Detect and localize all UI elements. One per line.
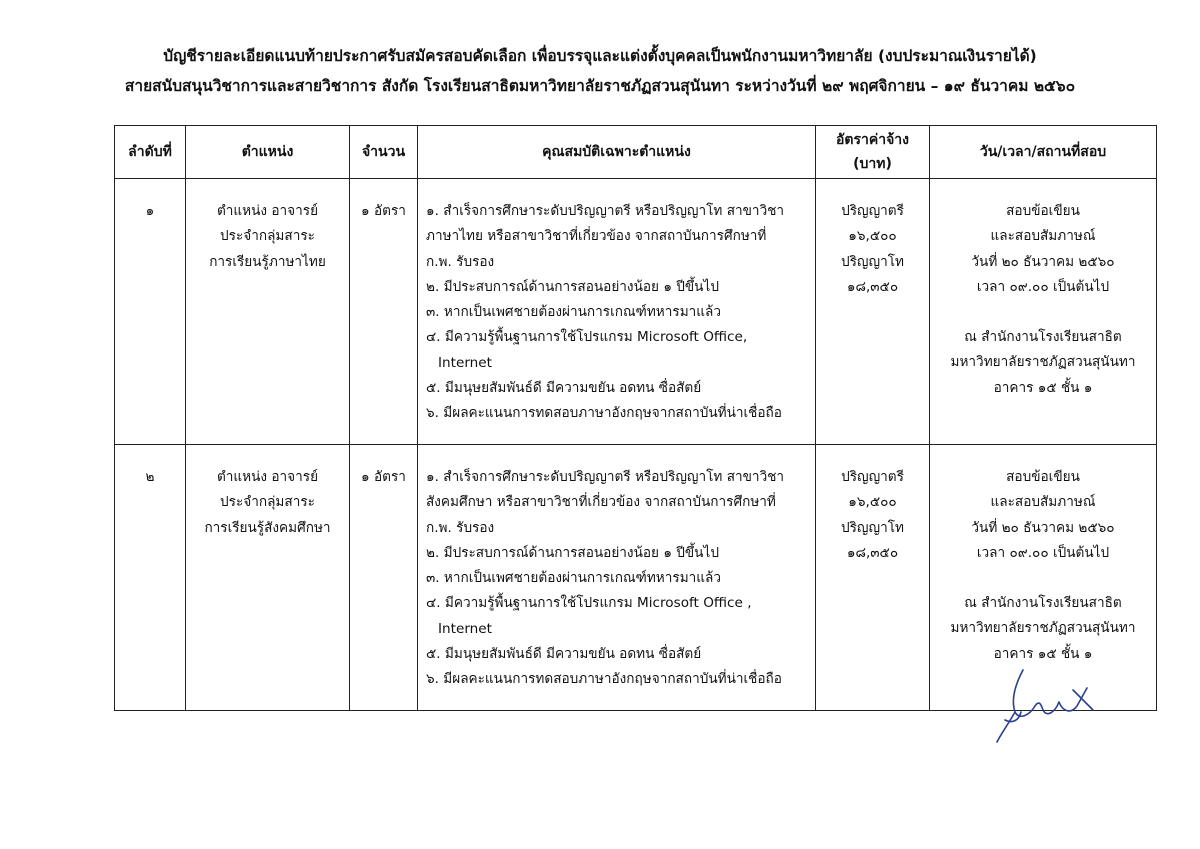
position-line: ตำแหน่ง อาจารย์: [216, 203, 319, 219]
qualification-line: สังคมศึกษา หรือสาขาวิชาที่เกี่ยวข้อง จากสถาบันการศึกษาที่: [426, 494, 776, 511]
wage-line: ๑๘,๓๕๐: [846, 278, 899, 295]
exam-spacer: [934, 300, 1152, 325]
qualification-line: ๒. มีประสบการณ์ด้านการสอนอย่างน้อย ๑ ปีขึ้นไป: [426, 544, 719, 561]
exam-line: อาคาร ๑๕ ชั้น ๑: [993, 379, 1093, 396]
wage-line: ๑๖,๕๐๐: [848, 228, 897, 245]
cell-count: ๑ อัตรา: [350, 445, 418, 711]
header-position: ตำแหน่ง: [186, 126, 350, 179]
qualification-line: ก.พ. รับรอง: [426, 519, 495, 536]
header-order: ลำดับที่: [115, 126, 186, 179]
exam-line: ณ สำนักงานโรงเรียนสาธิต: [964, 595, 1122, 612]
cell-position: [186, 179, 350, 445]
qualification-line: ๕. มีมนุษยสัมพันธ์ดี มีความขยัน อดทน ซื่อสัตย์: [426, 380, 702, 397]
exam-line: สอบข้อเขียน: [1006, 469, 1080, 485]
exam-line: และสอบสัมภาษณ์: [990, 228, 1096, 245]
qualification-line: ๓. หากเป็นเพศชายต้องผ่านการเกณฑ์ทหารมาแล้ว: [426, 570, 722, 587]
wage-line: ๑๖,๕๐๐: [848, 494, 897, 511]
cell-order: ๑: [115, 179, 186, 445]
qualification-line: ๒. มีประสบการณ์ด้านการสอนอย่างน้อย ๑ ปีขึ้นไป: [426, 278, 719, 295]
document-title-line-1: บัญชีรายละเอียดแนบท้ายประกาศรับสมัครสอบคัดเลือก เพื่อบรรจุและแต่งตั้งบุคคลเป็นพนักงานมหาวิทยาลัย (งบประมาณเงินรายได้): [163, 47, 1037, 65]
position-line: การเรียนรู้ภาษาไทย: [209, 253, 326, 270]
cell-wage: [816, 445, 930, 711]
exam-line: สอบข้อเขียน: [1006, 203, 1080, 219]
positions-table: [114, 125, 1157, 711]
exam-line: เวลา ๐๙.๐๐ เป็นต้นไป: [976, 278, 1110, 295]
cell-order: ๒: [115, 445, 186, 711]
exam-line: อาคาร ๑๕ ชั้น ๑: [993, 645, 1093, 662]
handwritten-signature: [985, 660, 1105, 745]
exam-line: มหาวิทยาลัยราชภัฏสวนสุนันทา: [950, 620, 1136, 637]
qualification-line: ก.พ. รับรอง: [426, 253, 495, 270]
qualification-line: ๑. สำเร็จการศึกษาระดับปริญญาตรี หรือปริญญาโท สาขาวิชา: [426, 203, 785, 219]
cell-exam: [930, 179, 1157, 445]
cell-qualifications: [418, 179, 816, 445]
header-wage: [816, 126, 930, 179]
cell-position: [186, 445, 350, 711]
position-line: ตำแหน่ง อาจารย์: [216, 469, 319, 485]
exam-line: เวลา ๐๙.๐๐ เป็นต้นไป: [976, 544, 1110, 561]
wage-line: ปริญญาตรี: [841, 203, 904, 219]
table-row: [115, 179, 1157, 445]
cell-count: ๑ อัตรา: [350, 179, 418, 445]
position-line: ประจำกลุ่มสาระ: [220, 494, 315, 511]
qualification-line: ๖. มีผลคะแนนการทดสอบภาษาอังกฤษจากสถาบันที่น่าเชื่อถือ: [426, 671, 782, 688]
table-header-row: [115, 126, 1157, 179]
exam-line: และสอบสัมภาษณ์: [990, 494, 1096, 511]
wage-line: ปริญญาโท: [841, 519, 904, 536]
header-qualifications: คุณสมบัติเฉพาะตำแหน่ง: [418, 126, 816, 179]
header-exam: วัน/เวลา/สถานที่สอบ: [930, 126, 1157, 179]
document-title-line-2: สายสนับสนุนวิชาการและสายวิชาการ สังกัด โรงเรียนสาธิตมหาวิทยาลัยราชภัฏสวนสุนันทา ระหว่างวันที่ ๒๙ พฤศจิกายน – ๑๙ ธันวาคม ๒๕๖๐: [124, 77, 1076, 95]
wage-line: ปริญญาโท: [841, 253, 904, 270]
cell-qualifications: [418, 445, 816, 711]
header-count: จำนวน: [350, 126, 418, 179]
qualification-line: ๖. มีผลคะแนนการทดสอบภาษาอังกฤษจากสถาบันที่น่าเชื่อถือ: [426, 405, 782, 422]
qualification-line: ๔. มีความรู้พื้นฐานการใช้โปรแกรม Microsoft Office ,: [426, 595, 752, 612]
exam-line: วันที่ ๒๐ ธันวาคม ๒๕๖๐: [971, 519, 1115, 536]
qualification-line: ๔. มีความรู้พื้นฐานการใช้โปรแกรม Microsoft Office,: [426, 329, 748, 346]
exam-spacer: [934, 566, 1152, 591]
qualification-line: ๕. มีมนุษยสัมพันธ์ดี มีความขยัน อดทน ซื่อสัตย์: [426, 646, 702, 663]
qualification-line: ภาษาไทย หรือสาขาวิชาที่เกี่ยวข้อง จากสถาบันการศึกษาที่: [426, 228, 767, 245]
header-wage-line2: (บาท): [853, 156, 892, 172]
exam-line: วันที่ ๒๐ ธันวาคม ๒๕๖๐: [971, 253, 1115, 270]
position-line: ประจำกลุ่มสาระ: [220, 228, 315, 245]
cell-wage: [816, 179, 930, 445]
exam-line: มหาวิทยาลัยราชภัฏสวนสุนันทา: [950, 354, 1136, 371]
qualification-line: Internet: [438, 620, 492, 637]
wage-line: ปริญญาตรี: [841, 469, 904, 485]
position-line: การเรียนรู้สังคมศึกษา: [204, 519, 331, 536]
header-wage-line1: อัตราค่าจ้าง: [835, 132, 909, 148]
qualification-line: ๓. หากเป็นเพศชายต้องผ่านการเกณฑ์ทหารมาแล้ว: [426, 304, 722, 321]
qualification-line: ๑. สำเร็จการศึกษาระดับปริญญาตรี หรือปริญญาโท สาขาวิชา: [426, 469, 785, 485]
qualification-line: Internet: [438, 354, 492, 371]
exam-line: ณ สำนักงานโรงเรียนสาธิต: [964, 329, 1122, 346]
wage-line: ๑๘,๓๕๐: [846, 544, 899, 561]
